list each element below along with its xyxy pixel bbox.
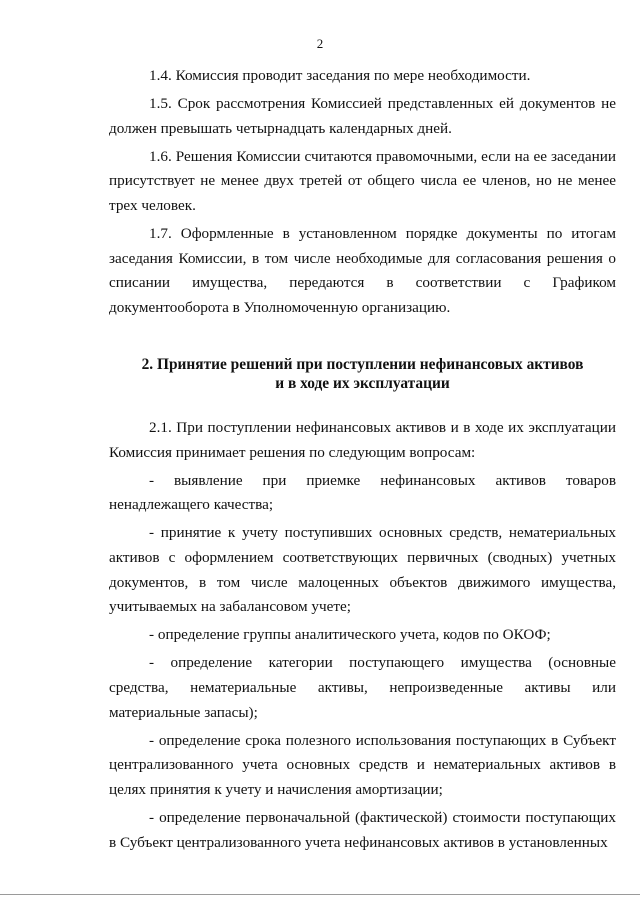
- paragraph-1-7: 1.7. Оформленные в установленном порядке документы по итогам заседания Комиссии, в том числе необходимые для согласования решения о списании имущества, передаются в соответствии с Графиком документооборота в Уполномоченную организацию.: [109, 225, 616, 316]
- list-item: - выявление при приемке нефинансовых активов товаров ненадлежащего качества;: [109, 471, 616, 514]
- document-body: [109, 64, 616, 859]
- list-item: - определение первоначальной (фактической) стоимости поступающих в Субъект централизованного учета нефинансовых активов в установленных: [109, 808, 616, 851]
- list-item: - определение срока полезного использования поступающих в Субъект централизованного учета основных средств и нематериальных активов в целях принятия к учету и начисления амортизации;: [109, 731, 616, 798]
- paragraph-2-1: 2.1. При поступлении нефинансовых активов и в ходе их эксплуатации Комиссия принимает решения по следующим вопросам:: [109, 419, 616, 461]
- paragraph-1-5: 1.5. Срок рассмотрения Комиссией представленных ей документов не должен превышать четырнадцать календарных дней.: [109, 95, 616, 137]
- bottom-divider: [0, 894, 640, 895]
- section-heading: [109, 356, 616, 394]
- section-heading-line-2: и в ходе их эксплуатации: [275, 375, 450, 393]
- paragraph-1-6: 1.6. Решения Комиссии считаются правомочными, если на ее заседании присутствует не менее двух третей от общего числа ее членов, но не менее трех человек.: [109, 147, 616, 214]
- list-item: - определение группы аналитического учета, кодов по ОКОФ;: [149, 626, 551, 644]
- page-number: 2: [316, 36, 324, 51]
- section-heading-line-1: 2. Принятие решений при поступлении нефинансовых активов: [141, 356, 584, 374]
- list-item: - определение категории поступающего имущества (основные средства, нематериальные активы, непроизведенные активы или материальные запасы);: [109, 654, 616, 721]
- list-item: - принятие к учету поступивших основных средств, нематериальных активов с оформлением соответствующих первичных (сводных) учетных документов, в том числе малоценных объектов движимого имущества, учитываемых на забалансовом учете;: [109, 524, 616, 616]
- paragraph-1-4: 1.4. Комиссия проводит заседания по мере необходимости.: [149, 67, 531, 84]
